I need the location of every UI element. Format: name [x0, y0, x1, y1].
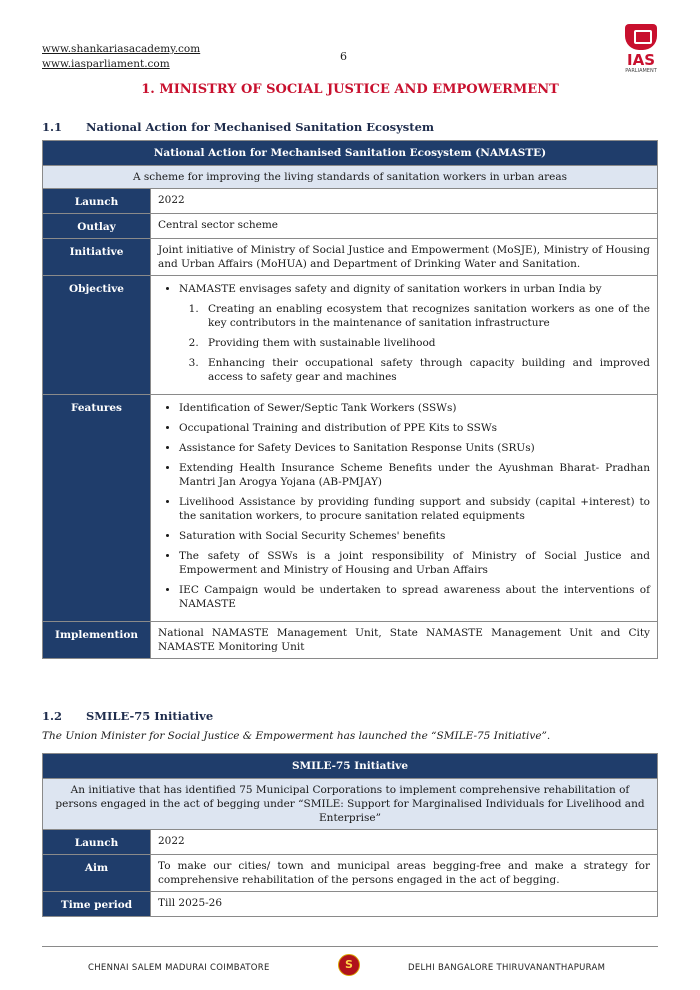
list-item: • Saturation with Social Security Schemes' benefits: [179, 529, 650, 543]
list-item: • Occupational Training and distribution of PPE Kits to SSWs: [179, 421, 650, 435]
list-item: • IEC Campaign would be undertaken to spread awareness about the interventions of NAMASTE: [179, 583, 650, 611]
chapter-title: 1. MINISTRY OF SOCIAL JUSTICE AND EMPOWERMENT: [141, 82, 559, 97]
list-item: 3. Enhancing their occupational safety through capacity building and improved access to safety gear and machines: [202, 356, 650, 384]
objective-value: [151, 276, 658, 395]
header-links: [42, 42, 200, 72]
objective-label: Objective: [43, 276, 151, 395]
section-number: 1.1: [42, 120, 63, 134]
section-number: 1.2: [42, 709, 63, 723]
time-period-label: Time period: [43, 892, 151, 917]
page-number: 6: [340, 50, 347, 63]
logo-subtext: PARLIAMENT: [625, 68, 657, 74]
list-item: • Identification of Sewer/Septic Tank Workers (SSWs): [179, 401, 650, 415]
features-value: [151, 395, 658, 622]
section-intro: The Union Minister for Social Justice & Empowerment has launched the “SMILE-75 Initiative”.: [42, 730, 551, 742]
initiative-value: Joint initiative of Ministry of Social Justice and Empowerment (MoSJE), Ministry of Housing and Urban Affairs (MoHUA) and Department of Drinking Water and Sanitation.: [151, 239, 658, 276]
smile-table: [42, 753, 658, 917]
list-item: 2. Providing them with sustainable livelihood: [202, 336, 650, 350]
launch-label: Launch: [43, 830, 151, 855]
parliament-website-link[interactable]: www.iasparliament.com: [42, 58, 170, 70]
shankar-logo: [338, 954, 360, 980]
features-label: Features: [43, 395, 151, 622]
aim-value: To make our cities/ town and municipal areas begging-free and make a strategy for comprehensive rehabilitation of the persons engaged in the act of begging.: [151, 855, 658, 892]
list-item: • Livelihood Assistance by providing funding support and subsidy (capital +interest) to the sanitation workers, to procure sanitation related equipments: [179, 495, 650, 523]
implementation-label: Implemention: [43, 622, 151, 659]
ias-parliament-logo: [620, 24, 662, 76]
outlay-label: Outlay: [43, 214, 151, 239]
section-heading-1-1: [42, 120, 434, 134]
table-heading: SMILE-75 Initiative: [43, 754, 658, 779]
footer-cities-left: CHENNAI SALEM MADURAI COIMBATORE: [88, 963, 270, 973]
objective-lead: • NAMASTE envisages safety and dignity of sanitation workers in urban India by: [179, 282, 650, 296]
launch-value: 2022: [151, 830, 658, 855]
list-item: • The safety of SSWs is a joint responsibility of Ministry of Social Justice and Empowerment and Ministry of Housing and Urban Affairs: [179, 549, 650, 577]
launch-label: Launch: [43, 189, 151, 214]
table-subheading: A scheme for improving the living standards of sanitation workers in urban areas: [43, 166, 658, 189]
launch-value: 2022: [151, 189, 658, 214]
implementation-value: National NAMASTE Management Unit, State NAMASTE Management Unit and City NAMASTE Monitoring Unit: [151, 622, 658, 659]
time-period-value: Till 2025-26: [151, 892, 658, 917]
objective-points: [158, 302, 650, 384]
shield-icon: [625, 24, 657, 50]
shankar-emblem-icon: S: [338, 954, 360, 976]
section-title: SMILE-75 Initiative: [86, 709, 214, 723]
logo-text: IAS: [627, 51, 655, 69]
initiative-label: Initiative: [43, 239, 151, 276]
table-heading: National Action for Mechanised Sanitation Ecosystem (NAMASTE): [43, 141, 658, 166]
list-item: • Assistance for Safety Devices to Sanitation Response Units (SRUs): [179, 441, 650, 455]
aim-label: Aim: [43, 855, 151, 892]
footer-divider: [42, 946, 658, 947]
table-subheading: An initiative that has identified 75 Municipal Corporations to implement comprehensive rehabilitation of persons engaged in the act of begging under “SMILE: Support for Marginalised Individuals for Livelihood and Enterprise”: [43, 779, 658, 830]
footer-cities-right: DELHI BANGALORE THIRUVANANTHAPURAM: [408, 963, 606, 973]
outlay-value: Central sector scheme: [151, 214, 658, 239]
namaste-table: [42, 140, 658, 659]
list-item: • Extending Health Insurance Scheme Benefits under the Ayushman Bharat- Pradhan Mantri Jan Arogya Yojana (AB-PMJAY): [179, 461, 650, 489]
shankar-website-link[interactable]: www.shankariasacademy.com: [42, 43, 201, 55]
list-item: 1. Creating an enabling ecosystem that recognizes sanitation workers as one of the key contributors in the maintenance of sanitation infrastructure: [202, 302, 650, 330]
section-heading-1-2: [42, 709, 213, 723]
section-title: National Action for Mechanised Sanitation Ecosystem: [86, 120, 435, 134]
